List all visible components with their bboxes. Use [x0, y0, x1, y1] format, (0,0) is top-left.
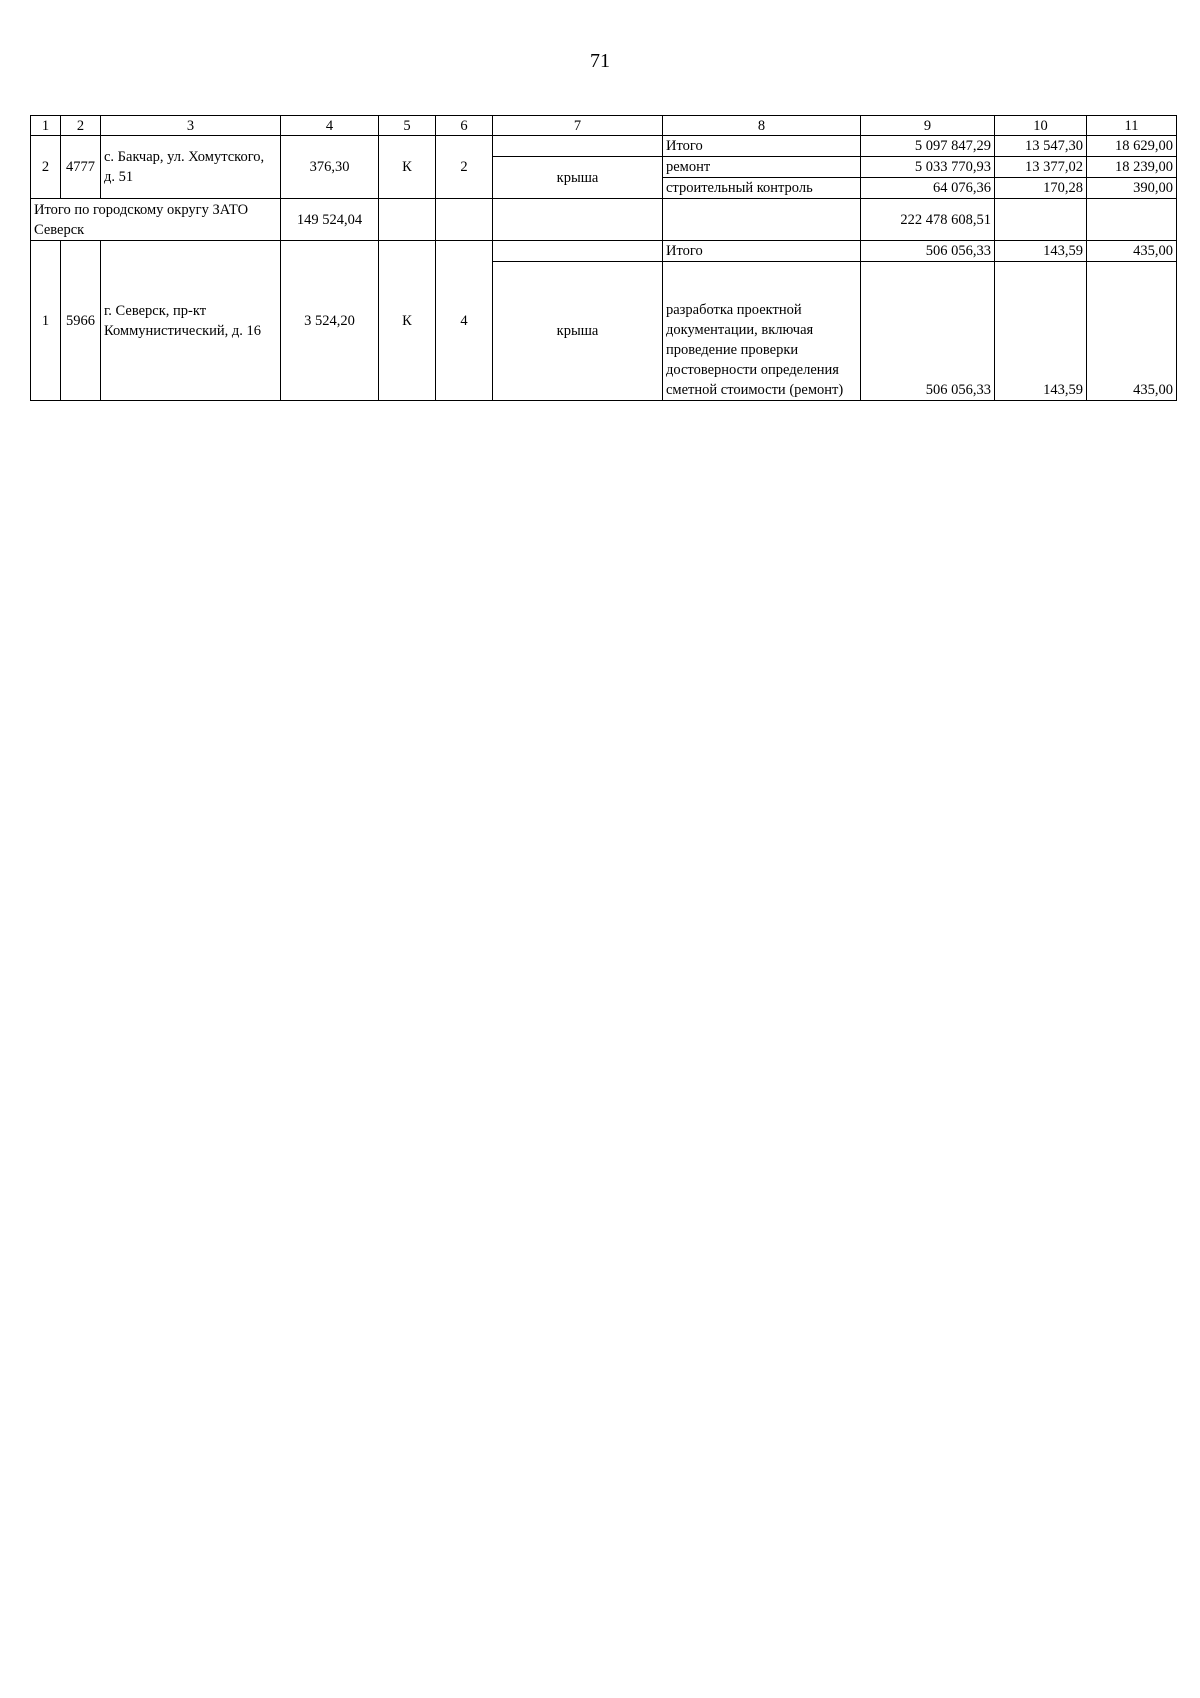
cell-empty	[379, 199, 436, 241]
cell-v11: 435,00	[1087, 241, 1177, 262]
cell-v9: 64 076,36	[861, 178, 995, 199]
cell-work-empty	[493, 241, 663, 262]
cell-v10: 143,59	[995, 241, 1087, 262]
col-header: 4	[281, 116, 379, 136]
cell-num: 2	[31, 136, 61, 199]
cell-material: К	[379, 241, 436, 401]
col-header: 11	[1087, 116, 1177, 136]
cell-floors: 2	[436, 136, 493, 199]
cell-v10: 143,59	[995, 262, 1087, 401]
cell-v9: 5 033 770,93	[861, 157, 995, 178]
cell-area: 376,30	[281, 136, 379, 199]
cell-floors: 4	[436, 241, 493, 401]
col-header: 1	[31, 116, 61, 136]
cell-empty	[663, 199, 861, 241]
cell-v11: 18 629,00	[1087, 136, 1177, 157]
cell-work-empty	[493, 136, 663, 157]
table-row	[31, 241, 1177, 262]
cell-v11: 435,00	[1087, 262, 1177, 401]
cell-v11: 18 239,00	[1087, 157, 1177, 178]
cell-v10: 13 547,30	[995, 136, 1087, 157]
col-header: 6	[436, 116, 493, 136]
cell-label: ремонт	[663, 157, 861, 178]
cell-empty	[493, 199, 663, 241]
cell-num: 1	[31, 241, 61, 401]
table-row	[31, 136, 1177, 157]
col-header: 9	[861, 116, 995, 136]
cell-area: 149 524,04	[281, 199, 379, 241]
cell-v11: 390,00	[1087, 178, 1177, 199]
cell-empty	[1087, 199, 1177, 241]
cell-address: г. Северск, пр-кт Коммунистический, д. 16	[101, 241, 281, 401]
cell-label: разработка проектной документации, включая проведение проверки достоверности определения сметной стоимости (ремонт)	[663, 262, 861, 401]
cell-v10: 13 377,02	[995, 157, 1087, 178]
cell-v9: 5 097 847,29	[861, 136, 995, 157]
page-number: 71	[590, 50, 610, 72]
cell-area: 3 524,20	[281, 241, 379, 401]
col-header: 3	[101, 116, 281, 136]
cell-address: с. Бакчар, ул. Хомутского, д. 51	[101, 136, 281, 199]
col-header: 8	[663, 116, 861, 136]
cell-v10: 170,28	[995, 178, 1087, 199]
cell-empty	[995, 199, 1087, 241]
cell-v9: 222 478 608,51	[861, 199, 995, 241]
col-header: 7	[493, 116, 663, 136]
col-header: 5	[379, 116, 436, 136]
capital-repair-table	[30, 115, 1177, 401]
cell-empty	[436, 199, 493, 241]
subtotal-row	[31, 199, 1177, 241]
cell-v9: 506 056,33	[861, 241, 995, 262]
cell-work: крыша	[493, 262, 663, 401]
cell-label: строительный контроль	[663, 178, 861, 199]
column-numbers-row	[31, 116, 1177, 136]
cell-material: К	[379, 136, 436, 199]
cell-label: Итого	[663, 136, 861, 157]
cell-label: Итого	[663, 241, 861, 262]
cell-work: крыша	[493, 157, 663, 199]
col-header: 2	[61, 116, 101, 136]
cell-code: 4777	[61, 136, 101, 199]
cell-code: 5966	[61, 241, 101, 401]
cell-subtotal-label: Итого по городскому округу ЗАТО Северск	[31, 199, 281, 241]
col-header: 10	[995, 116, 1087, 136]
cell-v9: 506 056,33	[861, 262, 995, 401]
